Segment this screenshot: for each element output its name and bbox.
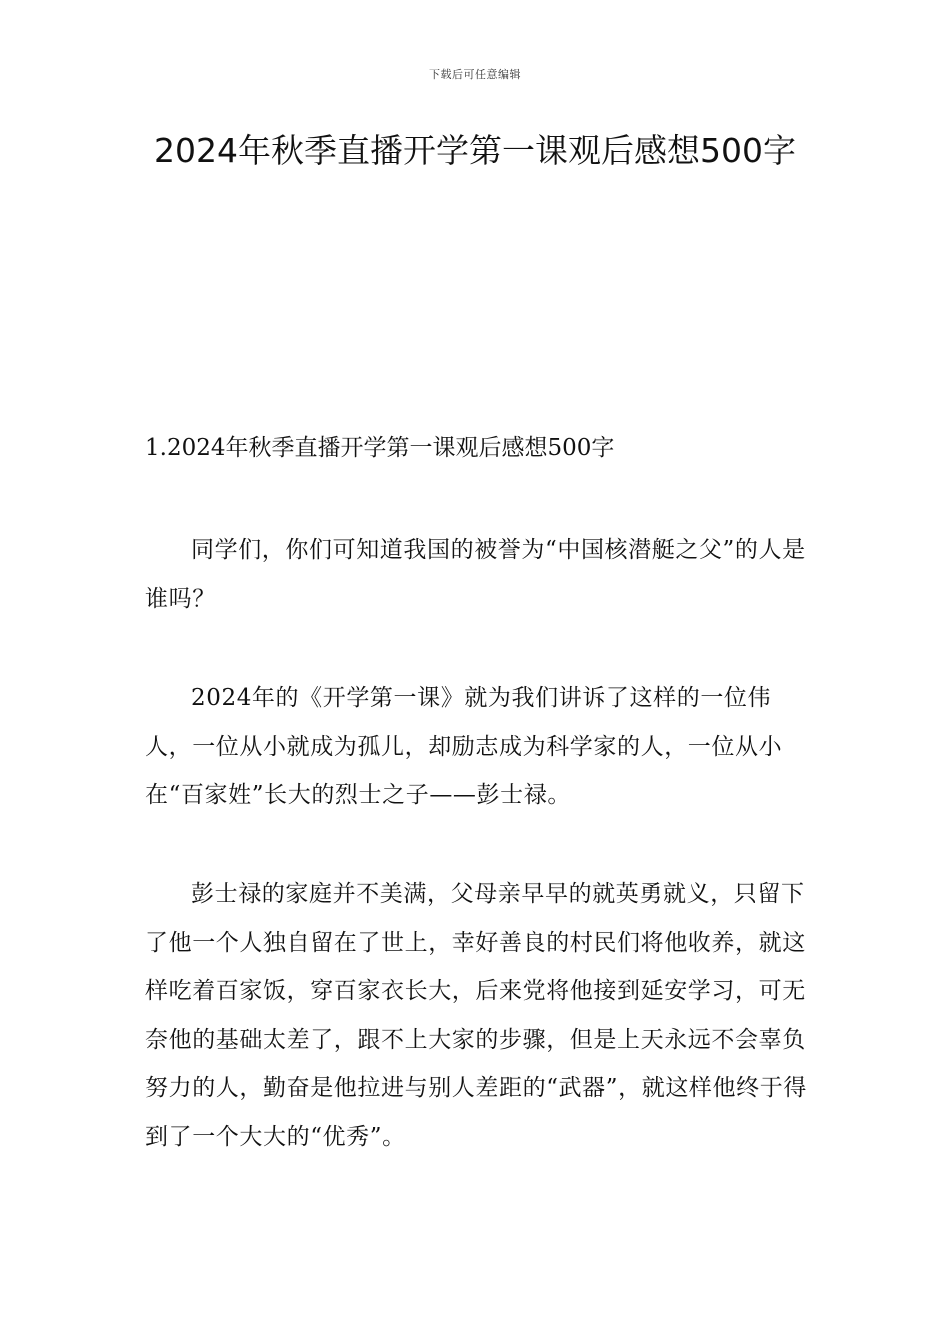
section-heading: 1.2024年秋季直播开学第一课观后感想500字 [145,435,615,461]
paragraph-2: 2024年的《开学第一课》就为我们讲诉了这样的一位伟人，一位从小就成为孤儿，却励志成为科学家的人，一位从小在“百家姓”长大的烈士之子——彭士禄。 [145,685,783,808]
paragraph-3: 彭士禄的家庭并不美满，父母亲早早的就英勇就义，只留下了他一个人独自留在了世上，幸好善良的村民们将他收养，就这样吃着百家饭，穿百家衣长大，后来党将他接到延安学习，可无奈他的基础太差了，跟不上大家的步骤，但是上天永远不会辜负努力的人，勤奋是他拉进与别人差距的“武器”，就这样他终于得到了一个大大的“优秀”。 [145,881,807,1150]
header-note: 下载后可任意编辑 [429,68,521,81]
document-title: 2024年秋季直播开学第一课观后感想500字 [154,131,796,170]
paragraph-1: 同学们，你们可知道我国的被誉为“中国核潜艇之父”的人是谁吗？ [145,537,806,612]
